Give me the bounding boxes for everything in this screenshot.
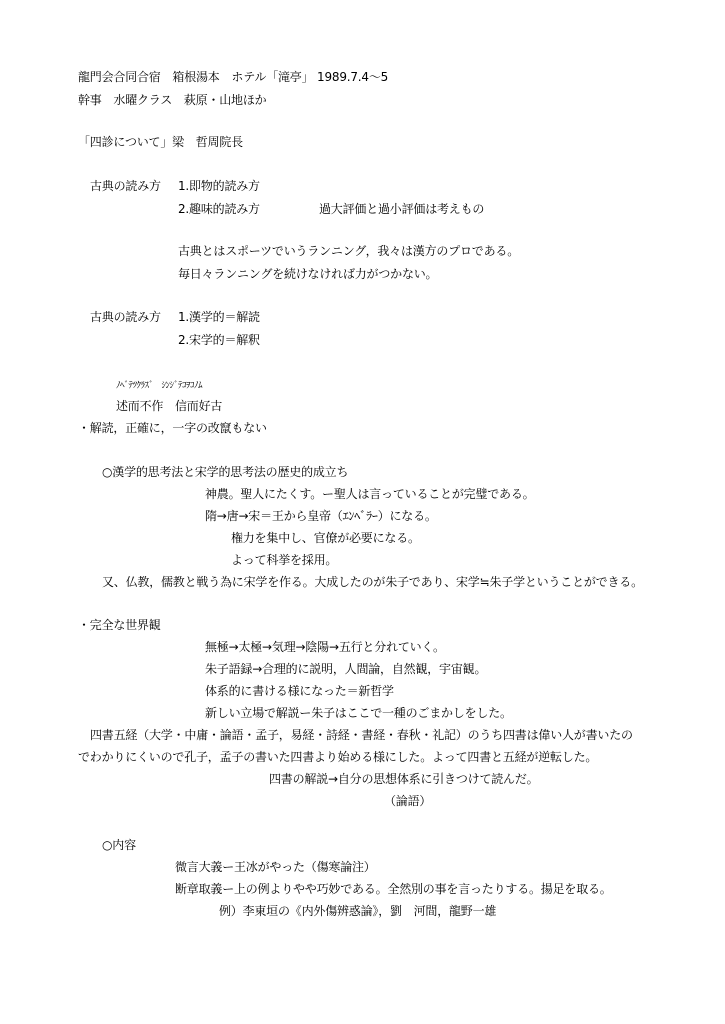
section5-line1: 微言大義ー王冰がやった（傷寒論注） xyxy=(175,860,376,874)
section5-heading: ○内容 xyxy=(102,838,136,852)
section1-item1: 1.即物的読み方 xyxy=(178,179,260,193)
lecture-title: 「四診について」梁 哲周院長 xyxy=(78,135,243,149)
section2-item2: 2.宋学的＝解釈 xyxy=(178,333,260,347)
kanbun-line: 述而不作 信而好古 xyxy=(116,399,223,413)
section4-line5: 四書の解説→自分の思想体系に引きつけて読んだ。 xyxy=(269,772,539,786)
section4-heading: ・完全な世界観 xyxy=(78,618,161,632)
section1-item2: 2.趣味的読み方 xyxy=(178,202,260,216)
section4-para1: 四書五経（大学・中庸・論語・孟子，易経・詩経・書経・春秋・礼記）のうち四書は偉い人が書いたの xyxy=(90,728,633,742)
section3-line2: 隋→唐→宋＝王から皇帝（ｴﾝﾍﾞﾗｰ）になる。 xyxy=(205,509,437,523)
section4-line1: 無極→太極→気理→陰陽→五行と分れていく。 xyxy=(205,640,445,654)
section1-label: 古典の読み方 xyxy=(90,179,161,193)
section3-line4: よって科挙を採用。 xyxy=(231,553,338,567)
section3-line1: 神農。聖人にたくす。ー聖人は言っていることが完璧である。 xyxy=(205,487,535,501)
header-event-line: 龍門会合同合宿 箱根湯本 ホテル「滝亭」 1989.7.4～5 xyxy=(78,70,389,84)
section3-line3: 権力を集中し、官僚が必要になる。 xyxy=(231,531,420,545)
section4-para2: でわかりにくいので孔子，孟子の書いた四書より始める様にした。よって四書と五経が逆転した。 xyxy=(78,750,598,764)
section3-heading: ○漢学的思考法と宋学的思考法の歴史的成立ち xyxy=(102,465,349,479)
section1-note: 過大評価と過小評価は考えもの xyxy=(319,202,485,216)
section4-line2: 朱子語録→合理的に説明，人間論，自然観，宇宙観。 xyxy=(205,662,487,676)
bullet-decipher: ・解読，正確に，一字の改竄もない xyxy=(78,421,267,435)
section4-line4: 新しい立場で解説ー朱子はここで一種のごまかしをした。 xyxy=(205,706,512,720)
section4-line3: 体系的に書ける様になった＝新哲学 xyxy=(205,684,394,698)
section4-line6: （論語） xyxy=(384,794,432,808)
section5-line3: 例）李東垣の《内外傷辨惑論》，劉 河間，龍野一雄 xyxy=(219,904,497,918)
section1-text2: 毎日々ランニングを続けなければ力がつかない。 xyxy=(178,267,438,281)
header-organizer-line: 幹事 水曜クラス 萩原・山地ほか xyxy=(78,93,267,107)
section2-label: 古典の読み方 xyxy=(90,310,161,324)
section3-line5: 又、仏教，儒教と戦う為に宋学を作る。大成したのが朱子であり、宋学≒朱子学ということができる。 xyxy=(102,575,643,589)
section1-text1: 古典とはスポーツでいうランニング，我々は漢方のプロである。 xyxy=(178,244,520,258)
section2-item1: 1.漢学的＝解読 xyxy=(178,310,260,324)
section5-line2: 断章取義ー上の例よりやや巧妙である。全然別の事を言ったりする。揚足を取る。 xyxy=(175,882,612,896)
furigana-line: ﾉﾍﾞﾃﾂｸﾗｽﾞ ｼﾝｼﾞﾃｺｦｺﾉﾑ xyxy=(116,381,203,391)
